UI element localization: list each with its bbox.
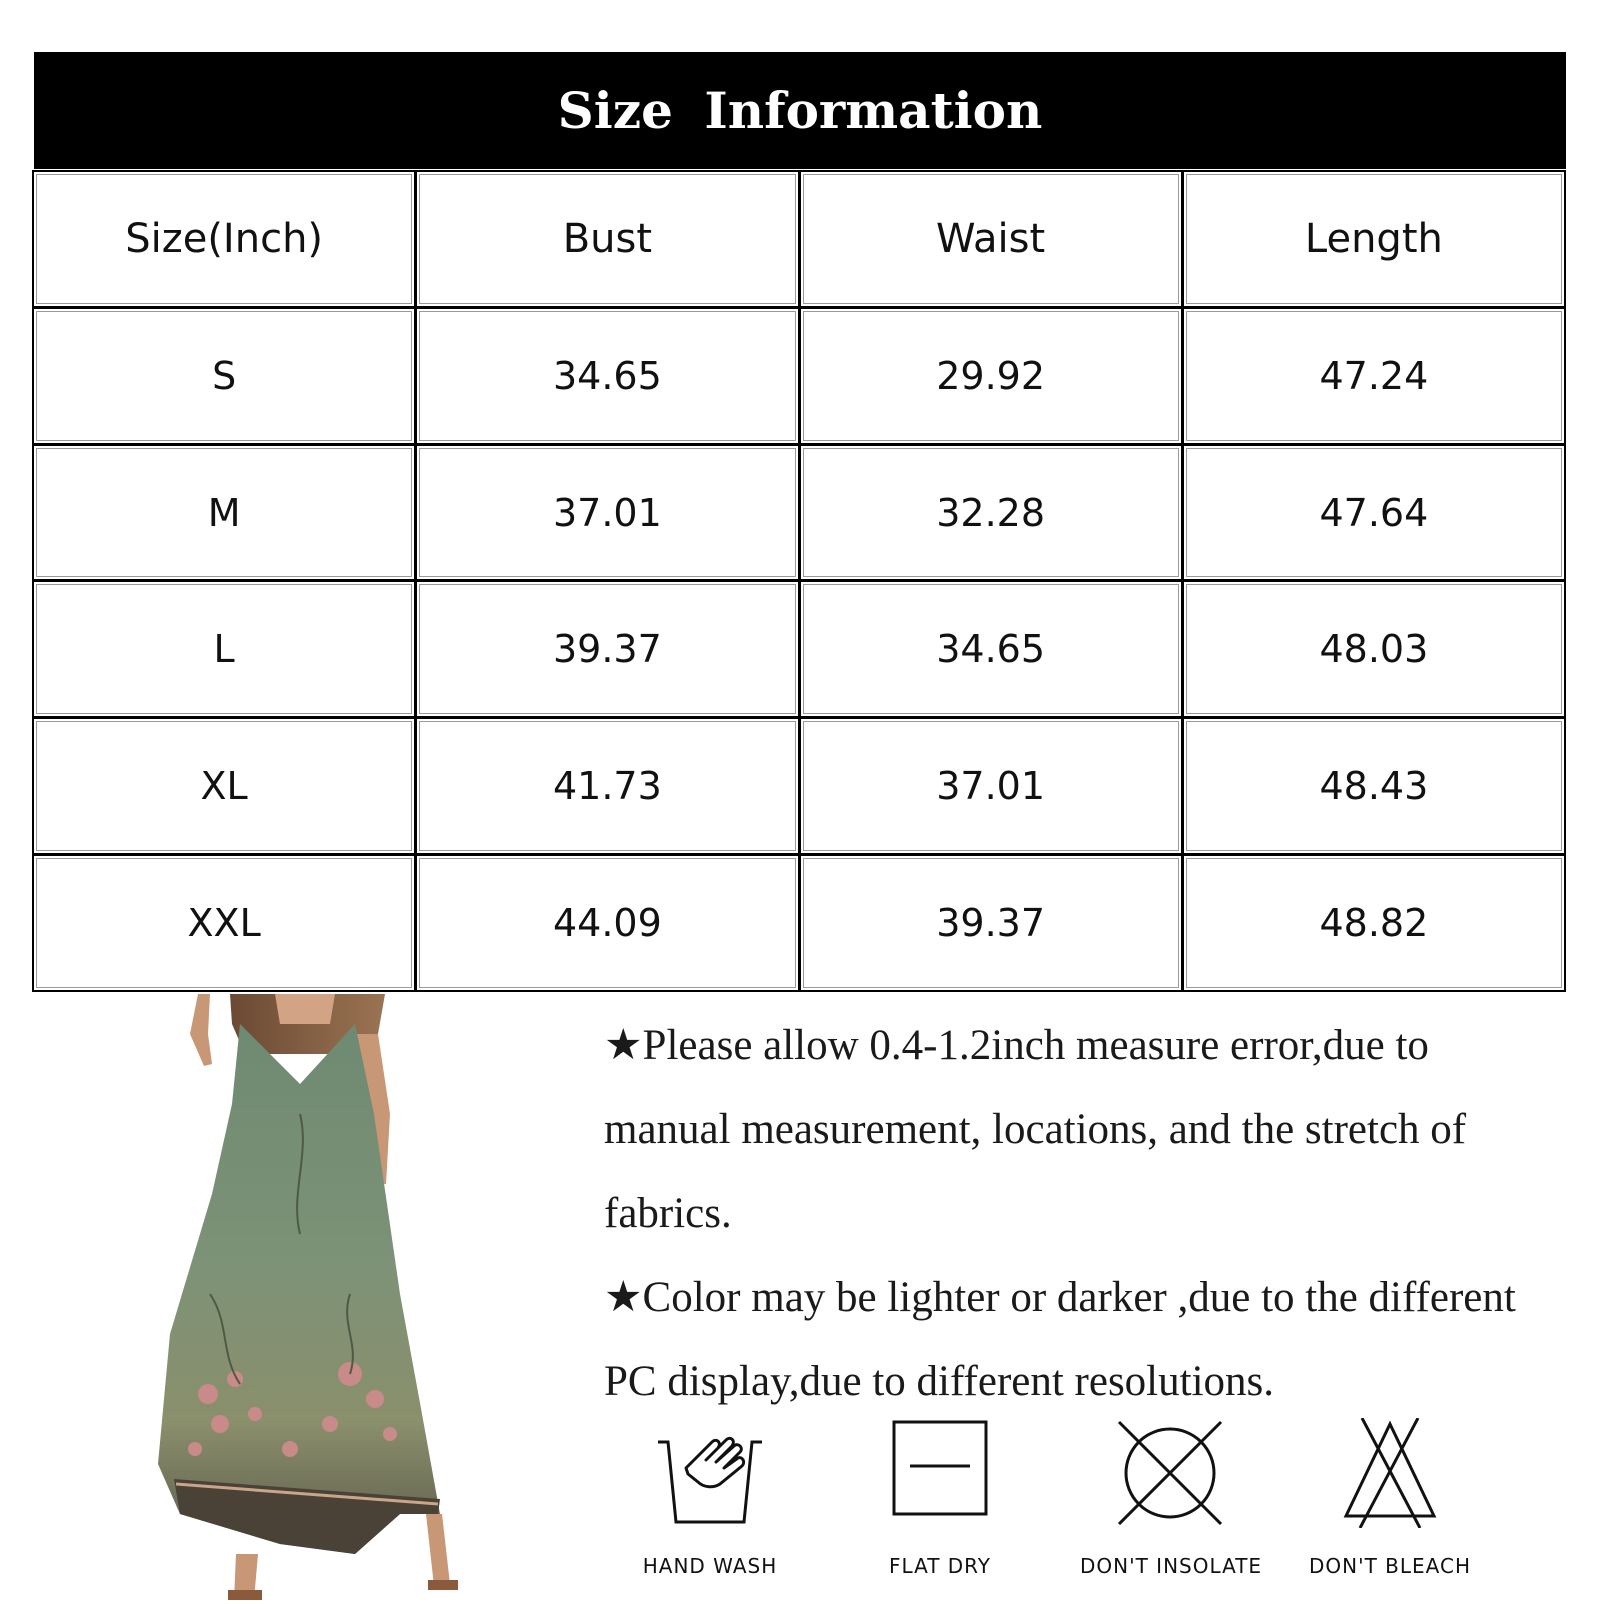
care-hand-wash: [630, 1418, 790, 1578]
table-cell-length: 47.64: [1184, 446, 1564, 580]
table-cell-length: 48.82: [1184, 856, 1564, 990]
table-cell-bust: 44.09: [417, 856, 797, 990]
dont-insolate-icon: [1115, 1418, 1225, 1528]
flat-dry-icon: [890, 1418, 990, 1518]
size-table: [32, 170, 1566, 992]
care-dont-insolate: [1080, 1418, 1263, 1578]
table-cell-waist: 34.65: [801, 582, 1181, 716]
page-title: Size Information: [557, 81, 1043, 140]
table-cell-bust: 37.01: [417, 446, 797, 580]
note-color-difference: ★Color may be lighter or darker ,due to the different PC display,due to different resolutions.: [604, 1274, 1516, 1405]
table-cell-size: S: [34, 309, 414, 443]
table-header-waist: Waist: [801, 172, 1181, 306]
model-photo: [150, 994, 470, 1600]
size-information-header: [34, 52, 1566, 169]
care-label: DON'T BLEACH: [1308, 1554, 1471, 1578]
care-dont-bleach: [1300, 1418, 1480, 1578]
care-label: HAND WASH: [642, 1554, 778, 1578]
hand-wash-icon: [650, 1418, 770, 1528]
table-cell-size: L: [34, 582, 414, 716]
table-header-length: Length: [1184, 172, 1564, 306]
table-cell-waist: 37.01: [801, 719, 1181, 853]
table-cell-size: XXL: [34, 856, 414, 990]
measurement-notes: [604, 1004, 1564, 1424]
table-cell-length: 47.24: [1184, 309, 1564, 443]
care-flat-dry: [860, 1418, 1020, 1578]
table-cell-bust: 34.65: [417, 309, 797, 443]
table-cell-length: 48.43: [1184, 719, 1564, 853]
table-cell-waist: 39.37: [801, 856, 1181, 990]
dont-bleach-icon: [1340, 1418, 1440, 1528]
table-cell-length: 48.03: [1184, 582, 1564, 716]
care-label: DON'T INSOLATE: [1080, 1554, 1263, 1578]
table-cell-bust: 41.73: [417, 719, 797, 853]
table-header-bust: Bust: [417, 172, 797, 306]
table-cell-bust: 39.37: [417, 582, 797, 716]
table-cell-size: XL: [34, 719, 414, 853]
table-header-size: Size(Inch): [34, 172, 414, 306]
table-cell-waist: 29.92: [801, 309, 1181, 443]
table-cell-waist: 32.28: [801, 446, 1181, 580]
note-measure-error: ★Please allow 0.4-1.2inch measure error,due to manual measurement, locations, and the stretch of fabrics.: [604, 1022, 1467, 1237]
table-cell-size: M: [34, 446, 414, 580]
care-label: FLAT DRY: [888, 1554, 992, 1578]
